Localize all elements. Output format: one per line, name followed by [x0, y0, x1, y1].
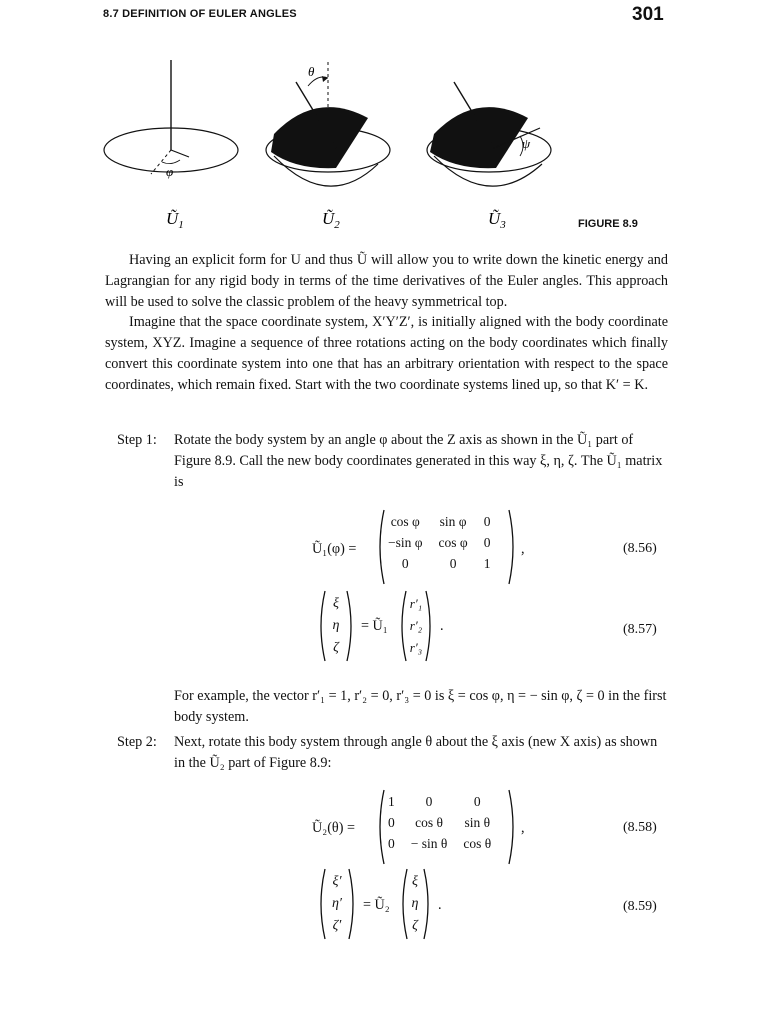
eq-8-56-cell-r3c2: 0 — [449, 555, 457, 571]
eq-8-59-right-xi: ξ — [412, 874, 418, 889]
eq-8-59-left-zeta-prime: ζ′ — [332, 918, 342, 933]
eq-8-57-tail: . — [440, 618, 444, 634]
paragraph-2: Imagine that the space coordinate system, X′Y′Z′, is initially aligned with the body coordinate system, XYZ. Imagine a sequence of three rotations acting on the body coordinates which finally convert this coordinate system into one that has an arbitrary orientation with respect to the space coordinates, which remain fixed. Start with the two coordinate systems lined up, so that K′ = K. — [105, 314, 668, 393]
panel-label-u1-sub: 1 — [178, 219, 184, 231]
eq-8-58-cell-r2c2: cos θ — [415, 814, 443, 830]
eq-8-58-cell-r1c1: 1 — [388, 793, 395, 809]
eq-8-56-cell-r3c3: 1 — [483, 555, 491, 571]
eq-8-58-cell-r2c1: 0 — [388, 814, 395, 830]
eq-8-57-left-xi: ξ — [333, 596, 339, 611]
eq-8-56-cell-r1c3: 0 — [483, 513, 491, 529]
eq-8-57-number: (8.57) — [623, 622, 657, 637]
panel-u1-drawing — [104, 60, 238, 174]
panel-label-u3 — [488, 209, 506, 231]
example-text: For example, the vector r′₁ = 1, r′₂ = 0, r′₃ = 0 is ξ = cos φ, η = − sin φ, ζ = 0 in the first body system. — [174, 688, 667, 725]
eq-8-57-left-eta: η — [332, 618, 340, 633]
panel-label-u2 — [322, 209, 340, 231]
eq-8-57-right-r3: r′₃ — [409, 640, 423, 655]
panel-u2-drawing — [266, 62, 390, 186]
eq-8-57-left-vector — [328, 593, 344, 659]
angle-label-psi: ψ — [522, 136, 531, 151]
eq-8-58-tail: , — [521, 820, 525, 836]
eq-8-59-right-vector — [407, 871, 423, 937]
eq-8-57-right-r1: r′₁ — [409, 596, 423, 611]
panel-label-u1-letter: Ũ — [166, 209, 179, 228]
eq-8-56-matrix — [380, 511, 498, 574]
eq-8-58-lhs: Ũ₂(θ) = — [312, 820, 355, 836]
figure-caption: FIGURE 8.9 — [578, 218, 638, 230]
eq-8-57-left-zeta: ζ — [333, 640, 339, 655]
angle-label-phi: φ — [166, 164, 174, 179]
eq-8-56-cell-r2c3: 0 — [483, 534, 491, 550]
eq-8-56-number: (8.56) — [623, 541, 657, 556]
eq-8-58-cell-r3c3: cos θ — [463, 835, 492, 851]
eq-8-58-right-paren — [508, 789, 518, 865]
eq-8-57-right-vec-rparen — [425, 590, 435, 662]
eq-8-58-number: (8.58) — [623, 820, 657, 835]
eq-8-56-cell-r2c1: −sin φ — [388, 534, 423, 550]
angle-label-theta: θ — [308, 64, 315, 79]
panel-label-u2-letter: Ũ — [322, 209, 335, 228]
eq-8-56-cell-r1c1: cos φ — [390, 513, 420, 529]
running-title: 8.7 DEFINITION OF EULER ANGLES — [103, 8, 297, 20]
eq-8-57-mid: = Ũ₁ — [361, 618, 388, 634]
eq-8-56-lhs: Ũ₁(φ) = — [312, 541, 357, 557]
panel-label-u3-sub: 3 — [500, 219, 506, 231]
paragraph-1: Having an explicit form for U and thus Ũ will allow you to write down the kinetic energy and Lagrangian for any rigid body in terms of the time derivatives of the Euler angles. This approach will be used to solve the classic problem of the heavy symmetrical top. — [105, 252, 668, 310]
eq-8-59-tail: . — [438, 897, 442, 913]
eq-8-59-right-zeta: ζ — [412, 918, 418, 933]
step-2-label: Step 2: — [117, 734, 157, 750]
step-1 — [117, 430, 669, 492]
panel-label-u1 — [166, 209, 184, 231]
eq-8-56-tail: , — [521, 541, 525, 557]
panel-label-u3-letter: Ũ — [488, 209, 501, 228]
eq-8-59-left-vector — [327, 871, 347, 937]
page-number: 301 — [632, 4, 664, 25]
step-2 — [117, 732, 669, 774]
eq-8-59-right-vec-rparen — [423, 868, 433, 940]
step-1-text: Rotate the body system by an angle φ about the Z axis as shown in the Ũ₁ part of Figure 8.9. Call the new body coordinates generated in this way ξ, η, ζ. The Ũ₁ matrix is — [174, 432, 663, 490]
step-2-text: Next, rotate this body system through angle θ about the ξ axis (new X axis) as shown in the Ũ₂ part of Figure 8.9: — [174, 734, 658, 771]
body-text — [105, 250, 668, 396]
eq-8-56-cell-r3c1: 0 — [401, 555, 409, 571]
eq-8-56-cell-r2c2: cos φ — [438, 534, 468, 550]
eq-8-57-left-vec-lparen — [316, 590, 326, 662]
eq-8-57-right-vector — [405, 593, 427, 659]
eq-8-58-cell-r1c3: 0 — [473, 793, 481, 809]
eq-8-56-right-paren — [508, 509, 518, 585]
eq-8-58-cell-r3c2: − sin θ — [410, 835, 448, 851]
eq-8-58-cell-r1c2: 0 — [425, 793, 433, 809]
eq-8-59-left-vec-rparen — [348, 868, 358, 940]
eq-8-59-right-eta: η — [411, 896, 419, 911]
eq-8-59-left-vec-lparen — [316, 868, 326, 940]
eq-8-58-cell-r2c3: sin θ — [464, 814, 491, 830]
eq-8-57-left-vec-rparen — [346, 590, 356, 662]
eq-8-59-number: (8.59) — [623, 899, 657, 914]
panel-label-u2-sub: 2 — [334, 219, 340, 231]
panel-u3-drawing — [427, 82, 551, 186]
figure-8-9 — [96, 52, 596, 242]
step-1-label: Step 1: — [117, 432, 157, 448]
eq-8-58-matrix — [380, 791, 499, 854]
eq-8-57-right-r2: r′₂ — [409, 618, 423, 633]
eq-8-59-left-xi-prime: ξ′ — [332, 874, 342, 889]
eq-8-59-left-eta-prime: η′ — [331, 896, 342, 911]
eq-8-59-mid: = Ũ₂ — [363, 897, 390, 913]
eq-8-58-cell-r3c1: 0 — [388, 835, 395, 851]
eq-8-56-cell-r1c2: sin φ — [439, 513, 467, 529]
